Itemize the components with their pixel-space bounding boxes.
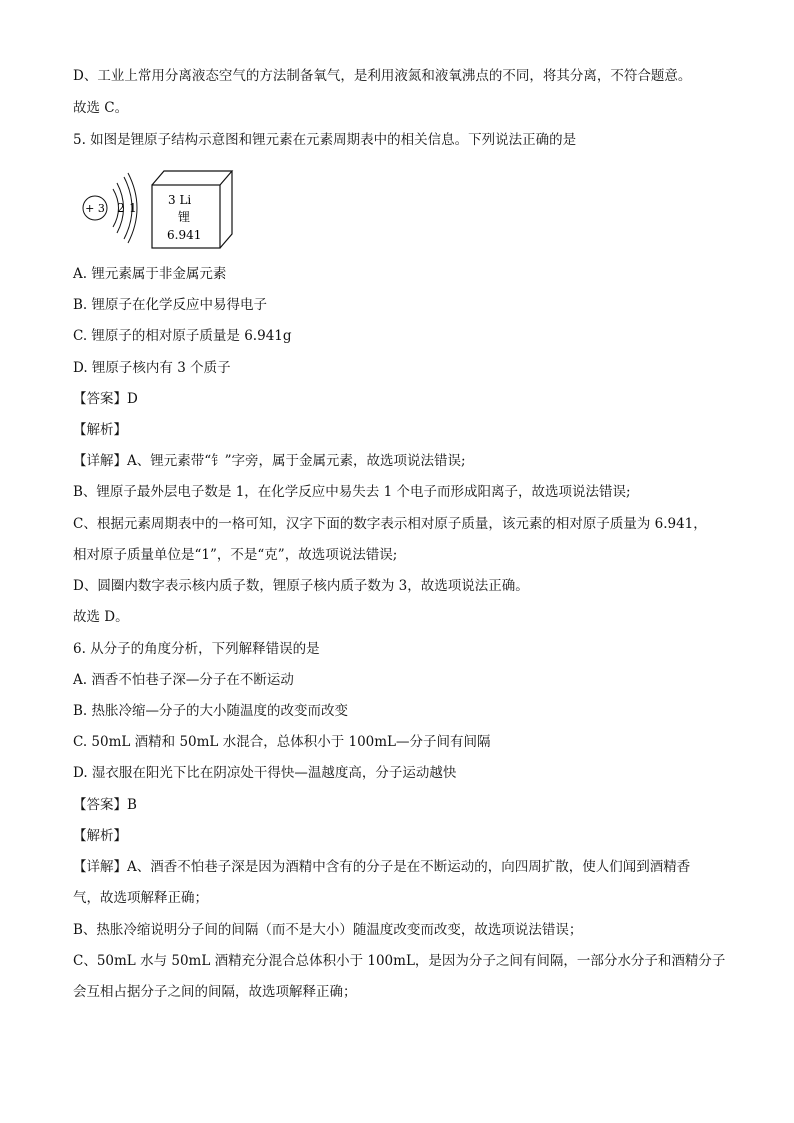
option-c: C. 锂原子的相对原子质量是 6.941g <box>73 328 292 344</box>
nucleus-label: + 3 <box>85 202 105 215</box>
shell-2-count: 1 <box>129 201 137 215</box>
explanation-line: 相对原子质量单位是“1”，不是“克”，故选项说法错误; <box>73 547 398 563</box>
option-d: D. 湿衣服在阳光下比在阴凉处干得快—温越度高，分子运动越快 <box>73 765 457 781</box>
explanation-line: C、50mL 水与 50mL 酒精充分混合总体积小于 100mL，是因为分子之间有间隔，一部分水分子和酒精分子 <box>73 953 726 969</box>
text-line: D、工业上常用分离液态空气的方法制备氧气，是利用液氮和液氧沸点的不同，将其分离，不符合题意。 <box>73 68 692 84</box>
lithium-diagram <box>80 165 250 250</box>
answer-label: 【答案】D <box>73 391 138 407</box>
conclusion-line: 故选 D。 <box>73 609 129 625</box>
explanation-line: D、圆圈内数字表示核内质子数，锂原子核内质子数为 3，故选项说法正确。 <box>73 578 529 594</box>
option-d: D. 锂原子核内有 3 个质子 <box>73 360 231 376</box>
question-5-stem: 5. 如图是锂原子结构示意图和锂元素在元素周期表中的相关信息。下列说法正确的是 <box>73 132 577 148</box>
question-6-stem: 6. 从分子的角度分析，下列解释错误的是 <box>73 641 320 657</box>
option-a: A. 酒香不怕巷子深—分子在不断运动 <box>73 672 294 688</box>
text-line: 故选 C。 <box>73 100 129 116</box>
explanation-line: 【详解】A、酒香不怕巷子深是因为酒精中含有的分子是在不断运动的，向四周扩散，使人们闻到酒精香 <box>73 859 691 875</box>
option-b: B. 锂原子在化学反应中易得电子 <box>73 297 268 313</box>
explanation-line: B、锂原子最外层电子数是 1，在化学反应中易失去 1 个电子而形成阳离子，故选项说法错误; <box>73 484 631 500</box>
explanation-line: C、根据元素周期表中的一格可知，汉字下面的数字表示相对原子质量，该元素的相对原子质量为 6.941， <box>73 516 707 532</box>
explanation-line: 【详解】A、锂元素带“钅”字旁，属于金属元素，故选项说法错误; <box>73 453 466 469</box>
option-a: A. 锂元素属于非金属元素 <box>73 266 227 282</box>
explanation-line: 气，故选项解释正确； <box>73 890 208 906</box>
cell-number-symbol: 3 Li <box>168 193 192 207</box>
lithium-atom-structure-and-cell <box>80 165 250 250</box>
explanation-line: B、热胀冷缩说明分子间的间隔（而不是大小）随温度改变而改变，故选项说法错误； <box>73 922 583 938</box>
cell-element-name: 锂 <box>178 210 191 224</box>
analysis-label: 【解析】 <box>73 422 127 438</box>
explanation-line: 会互相占据分子之间的间隔，故选项解释正确； <box>73 984 357 1000</box>
analysis-label: 【解析】 <box>73 828 127 844</box>
option-c: C. 50mL 酒精和 50mL 水混合，总体积小于 100mL—分子间有间隔 <box>73 734 491 750</box>
option-b: B. 热胀冷缩—分子的大小随温度的改变而改变 <box>73 703 349 719</box>
element-cell-top <box>152 171 232 185</box>
cell-atomic-mass: 6.941 <box>167 228 202 242</box>
shell-1-count: 2 <box>117 201 125 215</box>
answer-label: 【答案】B <box>73 797 137 813</box>
